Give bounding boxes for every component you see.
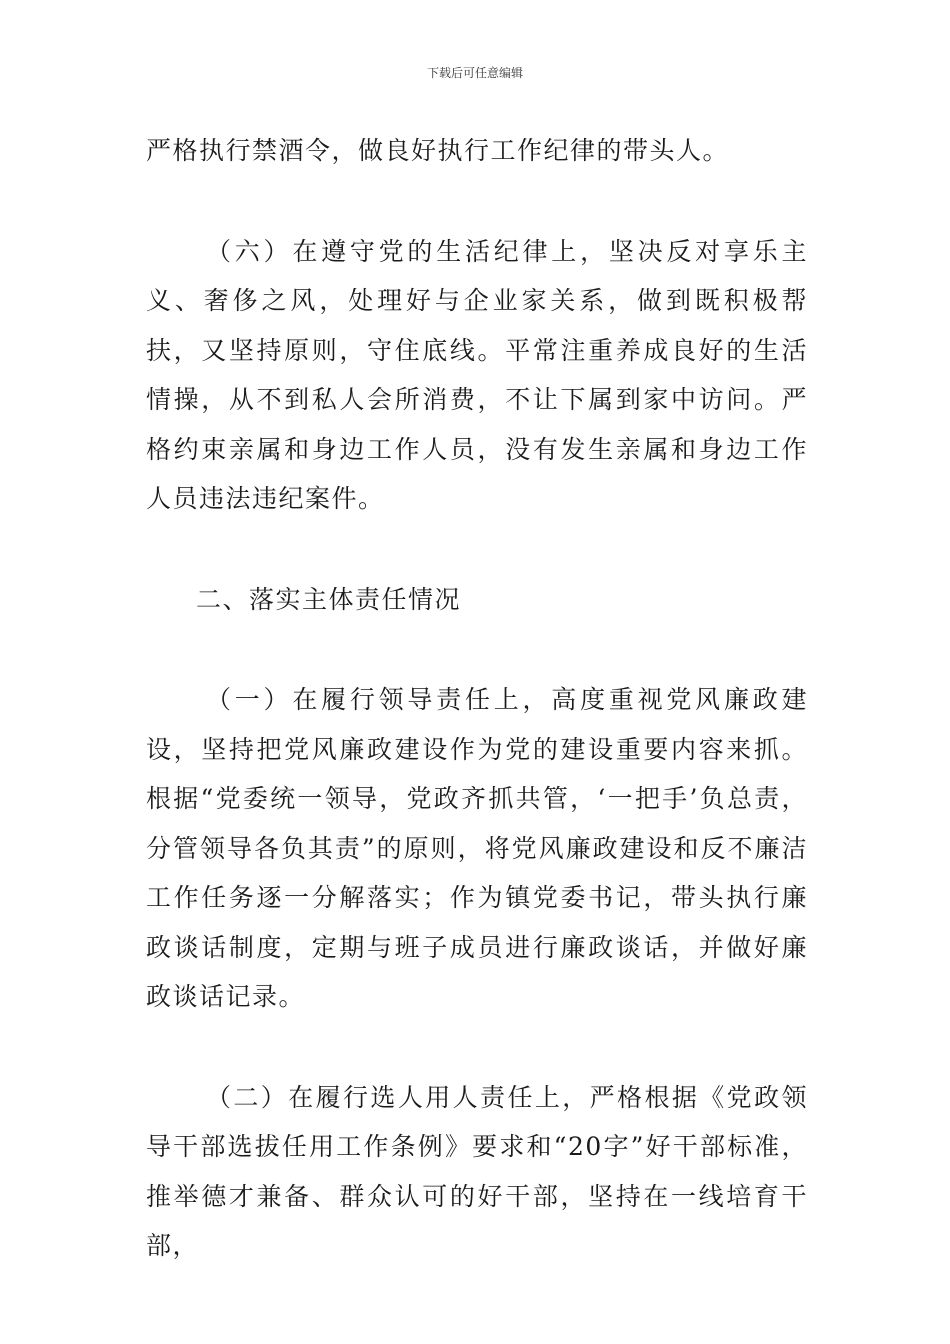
paragraph-gap [146, 176, 808, 227]
paragraph-gap [146, 1022, 808, 1073]
paragraph-life-discipline: （六）在遵守党的生活纪律上，坚决反对享乐主义、奢侈之风，处理好与企业家关系，做到既积极帮扶，又坚持原则，守住底线。平常注重养成良好的生活情操，从不到私人会所消费，不让下属到家中访问。严格约束亲属和身边工作人员，没有发生亲属和身边工作人员违法违纪案件。 [146, 236, 808, 513]
paragraph-continuation: 严格执行禁酒令，做良好执行工作纪律的带头人。 [146, 136, 730, 165]
paragraph-gap [146, 524, 808, 575]
section-heading: 二、落实主体责任情况 [196, 584, 462, 614]
paragraph-gap [146, 624, 808, 675]
paragraph-leadership-responsibility: （一）在履行领导责任上，高度重视党风廉政建设，坚持把党风廉政建设作为党的建设重要内容来抓。根据“党委统一领导，党政齐抓共管，‘一把手’负总责，分管领导各负其责”的原则，将党风廉政建设和反不廉洁工作任务逐一分解落实；作为镇党委书记，带头执行廉政谈话制度，定期与班子成员进行廉政谈话，并做好廉政谈话记录。 [146, 685, 808, 1011]
page-header: 下载后可任意编辑 [426, 66, 523, 80]
paragraph-personnel-responsibility: （二）在履行选人用人责任上，严格根据《党政领导干部选拔任用工作条例》要求和“20字”好干部标准，推举德才兼备、群众认可的好干部，坚持在一线培育干部， [146, 1082, 808, 1260]
document-body [146, 126, 808, 1271]
